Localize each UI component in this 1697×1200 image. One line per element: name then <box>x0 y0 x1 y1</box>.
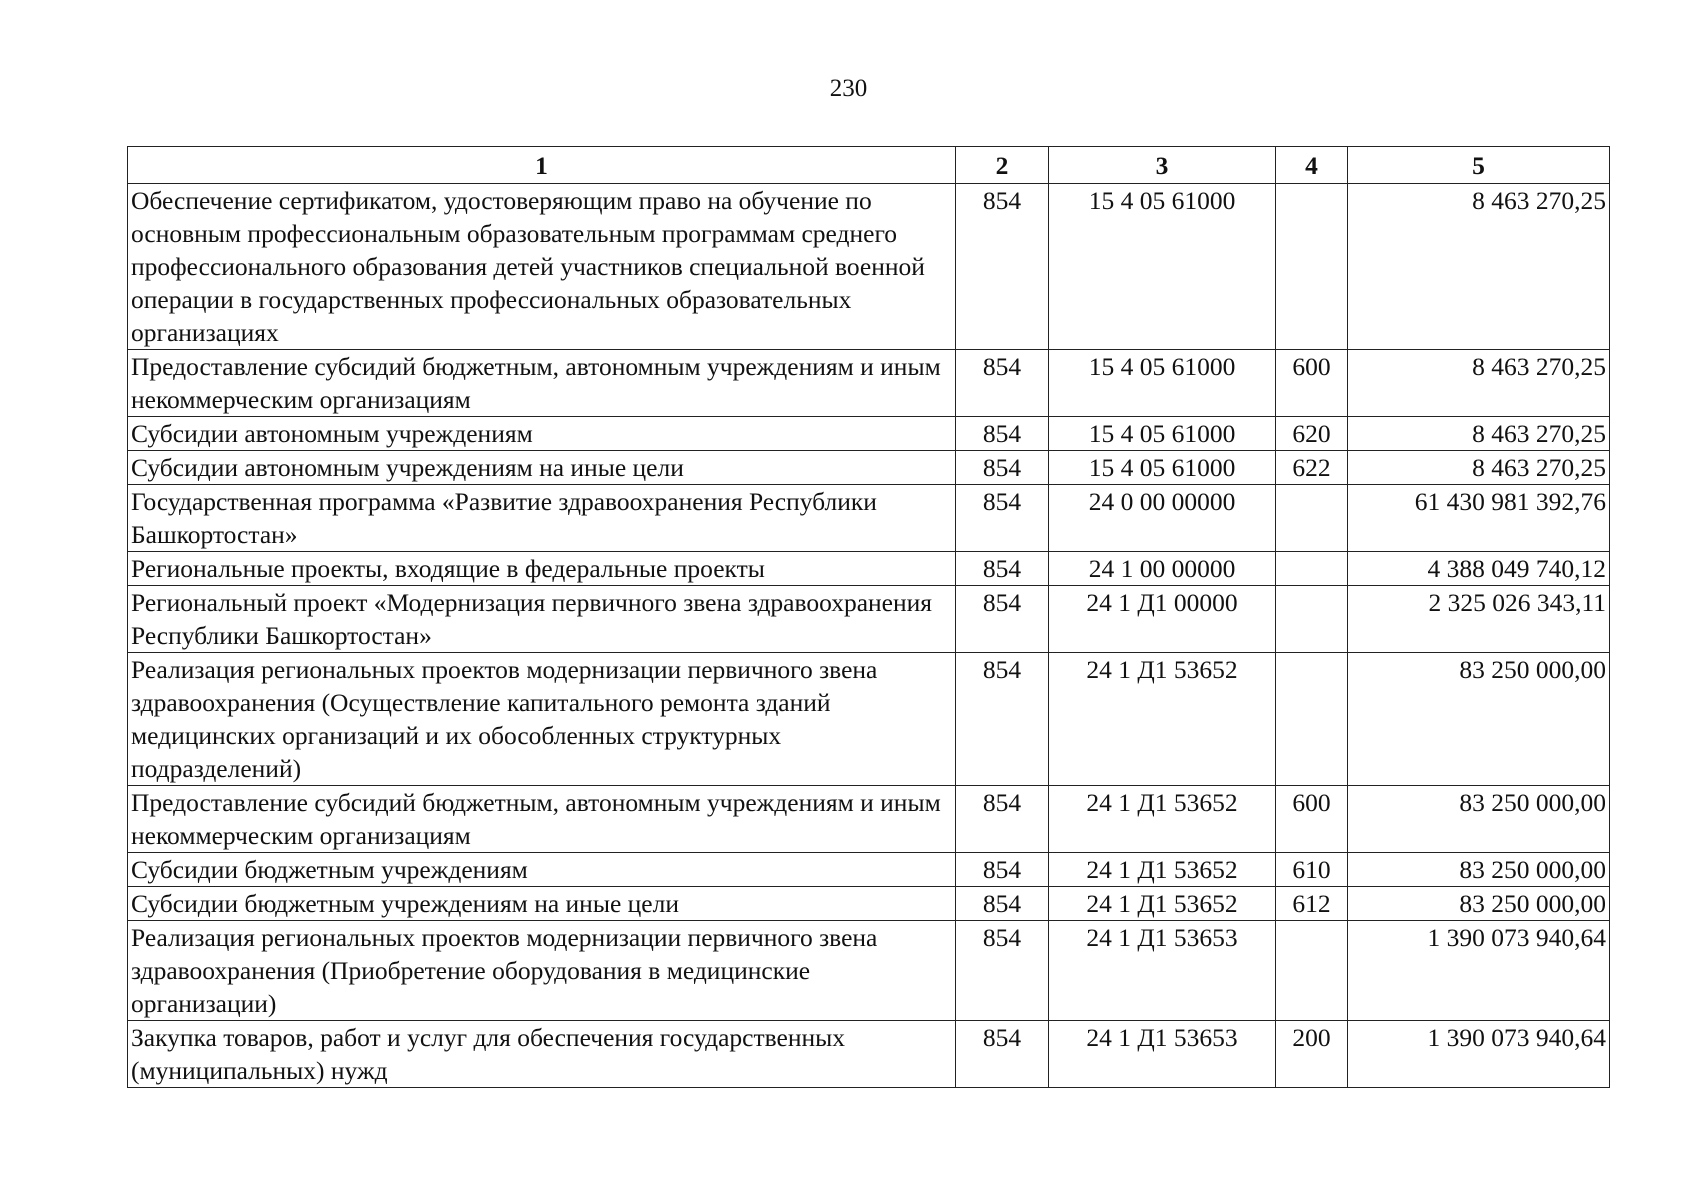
expense-type-cell <box>1276 552 1348 586</box>
department-code-cell: 854 <box>956 417 1049 451</box>
table-header-row <box>128 147 1610 184</box>
department-code-cell: 854 <box>956 853 1049 887</box>
target-article-cell: 15 4 05 61000 <box>1049 417 1276 451</box>
table-row <box>128 786 1610 853</box>
item-name-cell: Закупка товаров, работ и услуг для обеспечения государственных (муниципальных) нужд <box>128 1021 956 1088</box>
table-row <box>128 853 1610 887</box>
expense-type-cell: 600 <box>1276 786 1348 853</box>
amount-cell: 8 463 270,25 <box>1348 451 1610 485</box>
amount-cell: 4 388 049 740,12 <box>1348 552 1610 586</box>
column-header: 1 <box>128 147 956 184</box>
amount-cell: 1 390 073 940,64 <box>1348 921 1610 1021</box>
target-article-cell: 24 1 Д1 00000 <box>1049 586 1276 653</box>
target-article-cell: 15 4 05 61000 <box>1049 451 1276 485</box>
target-article-cell: 24 1 Д1 53652 <box>1049 853 1276 887</box>
department-code-cell: 854 <box>956 1021 1049 1088</box>
item-name-cell: Предоставление субсидий бюджетным, автономным учреждениям и иным некоммерческим организациям <box>128 350 956 417</box>
expense-type-cell <box>1276 653 1348 786</box>
department-code-cell: 854 <box>956 350 1049 417</box>
target-article-cell: 24 1 Д1 53653 <box>1049 1021 1276 1088</box>
table-row <box>128 184 1610 350</box>
expense-type-cell: 600 <box>1276 350 1348 417</box>
target-article-cell: 24 1 Д1 53652 <box>1049 887 1276 921</box>
department-code-cell: 854 <box>956 653 1049 786</box>
amount-cell: 83 250 000,00 <box>1348 653 1610 786</box>
table-row <box>128 1021 1610 1088</box>
target-article-cell: 24 0 00 00000 <box>1049 485 1276 552</box>
department-code-cell: 854 <box>956 586 1049 653</box>
table-row <box>128 552 1610 586</box>
item-name-cell: Субсидии автономным учреждениям на иные цели <box>128 451 956 485</box>
target-article-cell: 15 4 05 61000 <box>1049 184 1276 350</box>
item-name-cell: Государственная программа «Развитие здравоохранения Республики Башкортостан» <box>128 485 956 552</box>
expense-type-cell: 610 <box>1276 853 1348 887</box>
table-row <box>128 653 1610 786</box>
budget-table <box>127 146 1610 1088</box>
expense-type-cell: 620 <box>1276 417 1348 451</box>
amount-cell: 8 463 270,25 <box>1348 350 1610 417</box>
table-row <box>128 887 1610 921</box>
column-header: 5 <box>1348 147 1610 184</box>
table-row <box>128 921 1610 1021</box>
department-code-cell: 854 <box>956 552 1049 586</box>
target-article-cell: 24 1 00 00000 <box>1049 552 1276 586</box>
department-code-cell: 854 <box>956 451 1049 485</box>
amount-cell: 83 250 000,00 <box>1348 887 1610 921</box>
target-article-cell: 24 1 Д1 53652 <box>1049 786 1276 853</box>
amount-cell: 1 390 073 940,64 <box>1348 1021 1610 1088</box>
amount-cell: 8 463 270,25 <box>1348 417 1610 451</box>
department-code-cell: 854 <box>956 786 1049 853</box>
item-name-cell: Субсидии бюджетным учреждениям на иные цели <box>128 887 956 921</box>
item-name-cell: Региональный проект «Модернизация первичного звена здравоохранения Республики Башкортостан» <box>128 586 956 653</box>
table-row <box>128 485 1610 552</box>
expense-type-cell <box>1276 921 1348 1021</box>
department-code-cell: 854 <box>956 887 1049 921</box>
item-name-cell: Предоставление субсидий бюджетным, автономным учреждениям и иным некоммерческим организациям <box>128 786 956 853</box>
department-code-cell: 854 <box>956 184 1049 350</box>
table-row <box>128 417 1610 451</box>
expense-type-cell: 612 <box>1276 887 1348 921</box>
item-name-cell: Реализация региональных проектов модернизации первичного звена здравоохранения (Осуществление капитального ремонта зданий медицинских организаций и их обособленных структурных подразделений) <box>128 653 956 786</box>
expense-type-cell <box>1276 586 1348 653</box>
target-article-cell: 24 1 Д1 53652 <box>1049 653 1276 786</box>
amount-cell: 83 250 000,00 <box>1348 786 1610 853</box>
item-name-cell: Субсидии бюджетным учреждениям <box>128 853 956 887</box>
column-header: 4 <box>1276 147 1348 184</box>
target-article-cell: 15 4 05 61000 <box>1049 350 1276 417</box>
item-name-cell: Обеспечение сертификатом, удостоверяющим право на обучение по основным профессиональным образовательным программам среднего профессионального образования детей участников специальной военной операции в государственных профессиональных образовательных организациях <box>128 184 956 350</box>
amount-cell: 2 325 026 343,11 <box>1348 586 1610 653</box>
table-row <box>128 451 1610 485</box>
target-article-cell: 24 1 Д1 53653 <box>1049 921 1276 1021</box>
item-name-cell: Региональные проекты, входящие в федеральные проекты <box>128 552 956 586</box>
expense-type-cell: 622 <box>1276 451 1348 485</box>
table-row <box>128 586 1610 653</box>
column-header: 2 <box>956 147 1049 184</box>
department-code-cell: 854 <box>956 921 1049 1021</box>
amount-cell: 83 250 000,00 <box>1348 853 1610 887</box>
item-name-cell: Реализация региональных проектов модернизации первичного звена здравоохранения (Приобретение оборудования в медицинские организации) <box>128 921 956 1021</box>
amount-cell: 61 430 981 392,76 <box>1348 485 1610 552</box>
expense-type-cell <box>1276 184 1348 350</box>
table-body <box>128 184 1610 1088</box>
table-row <box>128 350 1610 417</box>
column-header: 3 <box>1049 147 1276 184</box>
page-number: 230 <box>829 75 868 102</box>
expense-type-cell: 200 <box>1276 1021 1348 1088</box>
expense-type-cell <box>1276 485 1348 552</box>
amount-cell: 8 463 270,25 <box>1348 184 1610 350</box>
department-code-cell: 854 <box>956 485 1049 552</box>
item-name-cell: Субсидии автономным учреждениям <box>128 417 956 451</box>
